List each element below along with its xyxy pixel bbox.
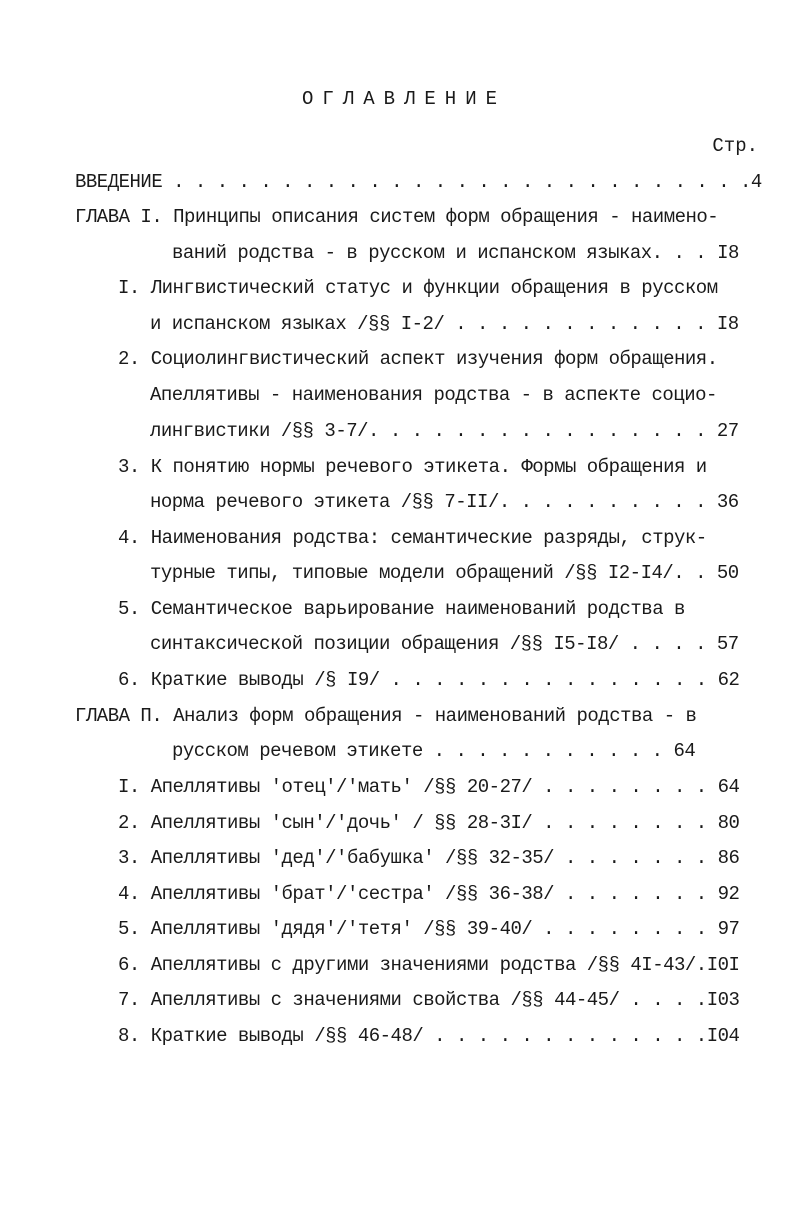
toc-line: 6. Краткие выводы /§ I9/ . . . . . . . . . . . . . . . 62 xyxy=(118,669,740,691)
toc-line: ваний родства - в русском и испанском языках. . . I8 xyxy=(172,242,739,264)
toc-line: 4. Наименования родства: семантические разряды, струк- xyxy=(118,527,707,549)
toc-line: норма речевого этикета /§§ 7-II/. . . . . . . . . . 36 xyxy=(150,491,739,513)
toc-line: 3. К понятию нормы речевого этикета. Формы обращения и xyxy=(118,456,707,478)
toc-line: 2. Апеллятивы 'сын'/'дочь' / §§ 28-3I/ . . . . . . . . 80 xyxy=(118,812,740,834)
toc-line: ГЛАВА I. Принципы описания систем форм обращения - наимено- xyxy=(75,206,719,228)
page-title: ОГЛАВЛЕНИЕ xyxy=(301,88,507,110)
toc-line: 6. Апеллятивы с другими значениями родства /§§ 4I-43/.I0I xyxy=(118,954,740,976)
toc-line: синтаксической позиции обращения /§§ I5-I8/ . . . . 57 xyxy=(150,633,739,655)
toc-line: ГЛАВА П. Анализ форм обращения - наименований родства - в xyxy=(75,705,697,727)
page-column-header: Стр. xyxy=(712,135,758,157)
toc-line: Апеллятивы - наименования родства - в аспекте социо- xyxy=(150,384,717,406)
toc-line: 5. Семантическое варьирование наименований родства в xyxy=(118,598,685,620)
toc-line: I. Лингвистический статус и функции обращения в русском xyxy=(118,277,718,299)
toc-line: ВВЕДЕНИЕ . . . . . . . . . . . . . . . . . . . . . . . . . . .4 xyxy=(75,171,762,193)
toc-line: 3. Апеллятивы 'дед'/'бабушка' /§§ 32-35/ . . . . . . . 86 xyxy=(118,847,740,869)
toc-line: 4. Апеллятивы 'брат'/'сестра' /§§ 36-38/ . . . . . . . 92 xyxy=(118,883,740,905)
toc-line: 2. Социолингвистический аспект изучения форм обращения. xyxy=(118,348,718,370)
toc-line: 8. Краткие выводы /§§ 46-48/ . . . . . . . . . . . . .I04 xyxy=(118,1025,740,1047)
toc-line: русском речевом этикете . . . . . . . . . . . 64 xyxy=(172,740,696,762)
toc-line: турные типы, типовые модели обращений /§§ I2-I4/. . 50 xyxy=(150,562,739,584)
toc-line: и испанском языках /§§ I-2/ . . . . . . . . . . . . I8 xyxy=(150,313,739,335)
toc-line: I. Апеллятивы 'отец'/'мать' /§§ 20-27/ . . . . . . . . 64 xyxy=(118,776,740,798)
toc-line: лингвистики /§§ 3-7/. . . . . . . . . . . . . . . . 27 xyxy=(150,420,739,442)
toc-line: 5. Апеллятивы 'дядя'/'тетя' /§§ 39-40/ . . . . . . . . 97 xyxy=(118,918,740,940)
toc-line: 7. Апеллятивы с значениями свойства /§§ 44-45/ . . . .I03 xyxy=(118,989,740,1011)
